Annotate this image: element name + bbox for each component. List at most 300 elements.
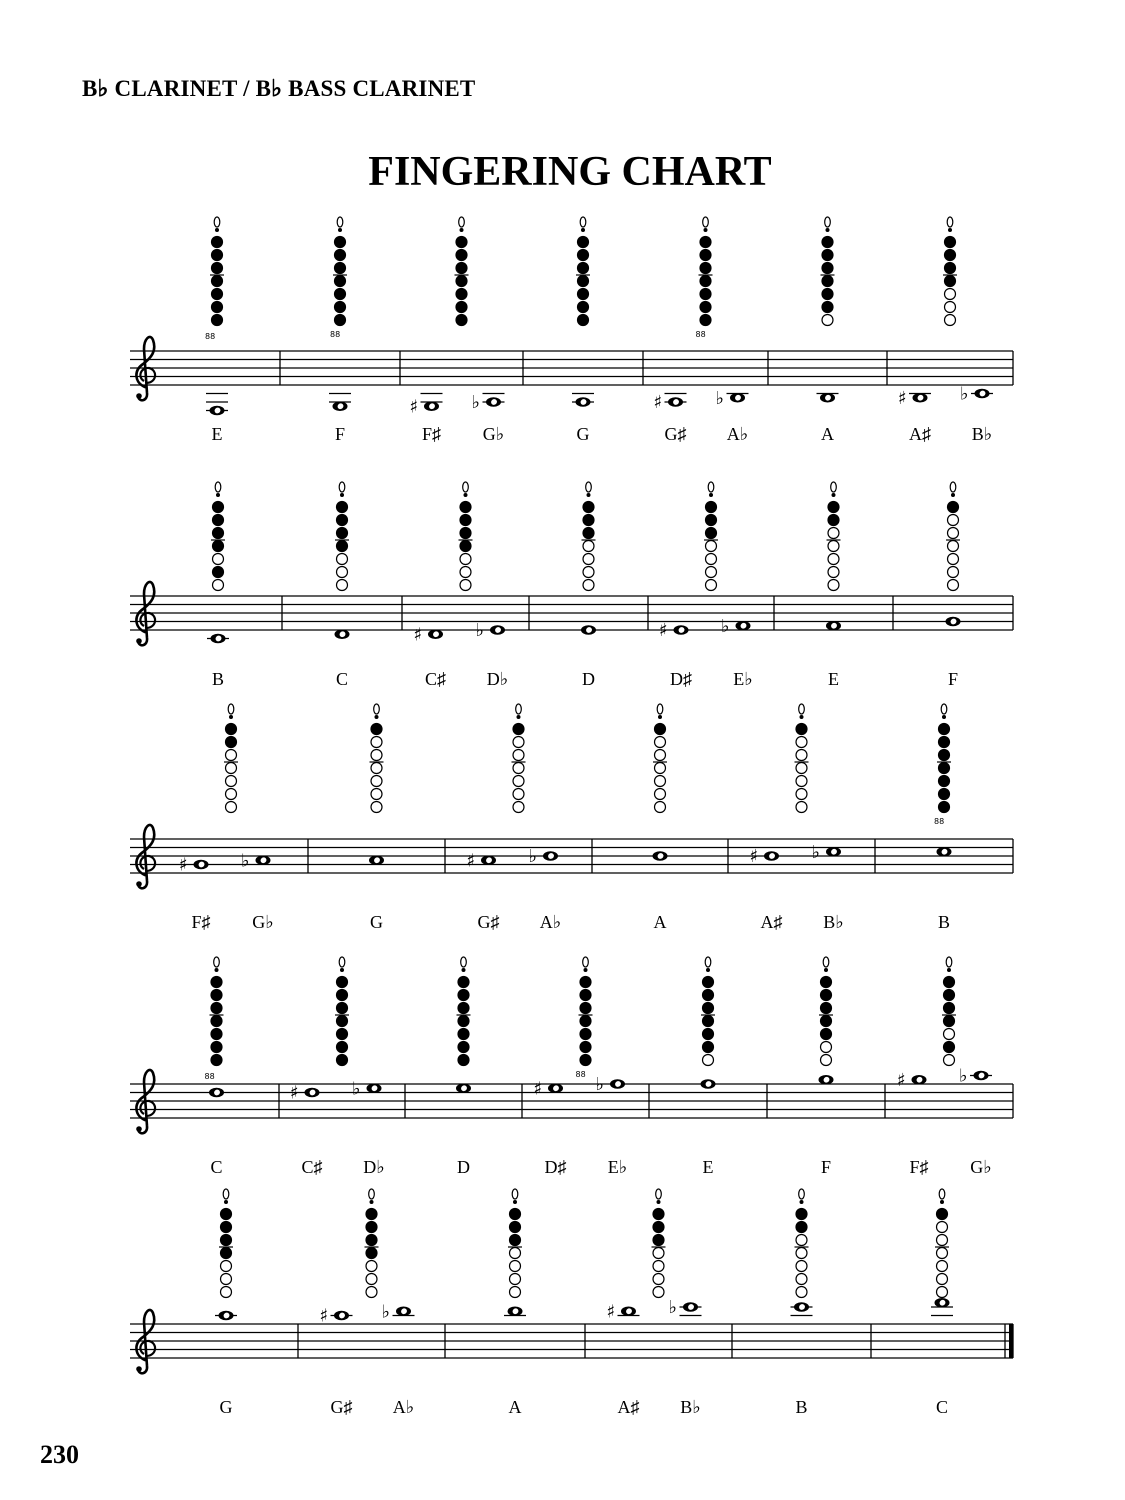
open-hole-icon xyxy=(366,1261,377,1272)
closed-hole-icon xyxy=(937,1209,948,1220)
closed-hole-icon xyxy=(653,1222,664,1233)
flat-sign: ♭ xyxy=(241,850,250,872)
thumb-hole-icon xyxy=(657,1200,661,1204)
note-label: F♯ xyxy=(909,1157,929,1177)
closed-hole-icon xyxy=(458,977,469,988)
open-hole-icon xyxy=(371,763,382,774)
note-label: F xyxy=(947,669,959,689)
closed-hole-icon xyxy=(945,237,956,248)
note-label: D♯ xyxy=(544,1157,567,1177)
closed-hole-icon xyxy=(703,1029,714,1040)
closed-hole-icon xyxy=(456,315,467,326)
open-hole-icon xyxy=(796,1287,807,1298)
note-label: D xyxy=(457,1157,470,1177)
closed-hole-icon xyxy=(456,237,467,248)
closed-hole-icon xyxy=(458,1016,469,1027)
open-hole-icon xyxy=(796,802,807,813)
staff-row xyxy=(130,957,1013,1177)
thumb-hole-icon xyxy=(824,968,828,972)
open-hole-icon xyxy=(937,1222,948,1233)
thumb-hole-icon xyxy=(826,228,830,232)
staff-row xyxy=(130,1189,1013,1417)
open-hole-icon xyxy=(796,737,807,748)
side-key-icon: 88 xyxy=(934,817,945,826)
open-hole-icon xyxy=(366,1274,377,1285)
open-hole-icon xyxy=(655,763,666,774)
closed-hole-icon xyxy=(213,528,224,539)
open-hole-icon xyxy=(510,1261,521,1272)
closed-hole-icon xyxy=(337,1016,348,1027)
note-label: C xyxy=(335,669,349,689)
sharp-sign: ♯ xyxy=(179,854,188,876)
thumb-hole-icon xyxy=(517,715,521,719)
thumb-hole-icon xyxy=(800,1200,804,1204)
closed-hole-icon xyxy=(510,1235,521,1246)
open-hole-icon xyxy=(513,789,524,800)
flat-sign: ♭ xyxy=(715,387,724,409)
open-hole-icon xyxy=(948,515,959,526)
open-hole-icon xyxy=(828,528,839,539)
closed-hole-icon xyxy=(583,502,594,513)
open-hole-icon xyxy=(706,580,717,591)
closed-hole-icon xyxy=(822,302,833,313)
treble-clef-dot-icon xyxy=(136,881,142,887)
open-hole-icon xyxy=(796,750,807,761)
flat-sign: ♭ xyxy=(528,846,537,867)
thumb-hole-icon xyxy=(940,1200,944,1204)
final-bar-line xyxy=(1009,1324,1013,1358)
thumb-hole-icon xyxy=(340,968,344,972)
closed-hole-icon xyxy=(580,1029,591,1040)
register-key-icon xyxy=(459,217,465,227)
open-hole-icon xyxy=(460,554,471,565)
thumb-hole-icon xyxy=(462,968,466,972)
closed-hole-icon xyxy=(944,1042,955,1053)
thumb-hole-icon xyxy=(224,1200,228,1204)
note-label: G♯ xyxy=(664,424,687,444)
closed-hole-icon xyxy=(578,315,589,326)
open-hole-icon xyxy=(828,580,839,591)
open-hole-icon xyxy=(653,1274,664,1285)
closed-hole-icon xyxy=(828,515,839,526)
register-key-icon xyxy=(339,482,345,492)
closed-hole-icon xyxy=(822,250,833,261)
register-key-icon xyxy=(657,704,663,714)
closed-hole-icon xyxy=(700,263,711,274)
flat-sign: ♭ xyxy=(721,615,730,637)
treble-clef-dot-icon xyxy=(136,1126,142,1132)
closed-hole-icon xyxy=(703,1003,714,1014)
open-hole-icon xyxy=(510,1248,521,1259)
note-label: B xyxy=(211,669,225,689)
note-label: E xyxy=(828,669,839,689)
register-key-icon xyxy=(825,217,831,227)
closed-hole-icon xyxy=(700,315,711,326)
register-key-icon xyxy=(950,482,956,492)
closed-hole-icon xyxy=(939,776,950,787)
closed-hole-icon xyxy=(456,250,467,261)
closed-hole-icon xyxy=(213,567,224,578)
sharp-sign: ♯ xyxy=(290,1082,299,1104)
closed-hole-icon xyxy=(213,502,224,513)
closed-hole-icon xyxy=(583,515,594,526)
note-label: F xyxy=(820,1157,832,1177)
thumb-hole-icon xyxy=(832,493,836,497)
closed-hole-icon xyxy=(513,724,524,735)
note-label: F♯ xyxy=(191,912,211,932)
closed-hole-icon xyxy=(944,977,955,988)
closed-hole-icon xyxy=(828,502,839,513)
register-key-icon xyxy=(228,704,234,714)
note-label: B xyxy=(795,1397,808,1417)
note-label: C♯ xyxy=(301,1157,323,1177)
treble-clef-dot-icon xyxy=(136,1366,142,1372)
closed-hole-icon xyxy=(213,541,224,552)
open-hole-icon xyxy=(510,1274,521,1285)
closed-hole-icon xyxy=(948,502,959,513)
closed-hole-icon xyxy=(653,1235,664,1246)
closed-hole-icon xyxy=(655,724,666,735)
closed-hole-icon xyxy=(510,1209,521,1220)
thumb-hole-icon xyxy=(215,968,219,972)
closed-hole-icon xyxy=(944,1016,955,1027)
open-hole-icon xyxy=(937,1248,948,1259)
closed-hole-icon xyxy=(822,276,833,287)
closed-hole-icon xyxy=(796,724,807,735)
closed-hole-icon xyxy=(821,990,832,1001)
open-hole-icon xyxy=(226,776,237,787)
open-hole-icon xyxy=(226,789,237,800)
closed-hole-icon xyxy=(337,1042,348,1053)
sharp-sign: ♯ xyxy=(659,620,668,641)
open-hole-icon xyxy=(371,776,382,787)
note-label: B♭ xyxy=(823,912,844,932)
open-hole-icon xyxy=(821,1042,832,1053)
closed-hole-icon xyxy=(456,276,467,287)
closed-hole-icon xyxy=(456,289,467,300)
register-key-icon xyxy=(799,1189,805,1199)
flat-sign: ♭ xyxy=(668,1297,677,1318)
open-hole-icon xyxy=(945,289,956,300)
thumb-hole-icon xyxy=(215,228,219,232)
open-hole-icon xyxy=(945,315,956,326)
closed-hole-icon xyxy=(221,1209,232,1220)
thumb-hole-icon xyxy=(464,493,468,497)
closed-hole-icon xyxy=(821,977,832,988)
closed-hole-icon xyxy=(945,250,956,261)
closed-hole-icon xyxy=(944,990,955,1001)
staff-row xyxy=(130,217,1013,444)
register-key-icon xyxy=(708,482,714,492)
closed-hole-icon xyxy=(578,263,589,274)
thumb-hole-icon xyxy=(587,493,591,497)
register-key-icon xyxy=(941,704,947,714)
closed-hole-icon xyxy=(939,737,950,748)
note-label: G xyxy=(370,912,383,932)
register-key-icon xyxy=(214,217,220,227)
note-label: A xyxy=(821,424,834,444)
note-label: A♭ xyxy=(726,424,749,444)
open-hole-icon xyxy=(944,1055,955,1066)
open-hole-icon xyxy=(226,802,237,813)
open-hole-icon xyxy=(821,1055,832,1066)
closed-hole-icon xyxy=(211,1042,222,1053)
thumb-hole-icon xyxy=(513,1200,517,1204)
closed-hole-icon xyxy=(939,724,950,735)
open-hole-icon xyxy=(796,1274,807,1285)
note-label: G xyxy=(219,1397,233,1417)
flat-sign: ♭ xyxy=(960,383,969,405)
closed-hole-icon xyxy=(578,250,589,261)
register-key-icon xyxy=(799,704,805,714)
open-hole-icon xyxy=(221,1261,232,1272)
open-hole-icon xyxy=(513,776,524,787)
closed-hole-icon xyxy=(460,515,471,526)
thumb-hole-icon xyxy=(375,715,379,719)
closed-hole-icon xyxy=(221,1235,232,1246)
closed-hole-icon xyxy=(337,515,348,526)
closed-hole-icon xyxy=(822,263,833,274)
closed-hole-icon xyxy=(460,502,471,513)
sharp-sign: ♯ xyxy=(413,624,423,646)
register-key-icon xyxy=(831,482,837,492)
closed-hole-icon xyxy=(212,276,223,287)
open-hole-icon xyxy=(583,541,594,552)
closed-hole-icon xyxy=(460,541,471,552)
open-hole-icon xyxy=(337,580,348,591)
thumb-hole-icon xyxy=(340,493,344,497)
note-label: A♯ xyxy=(909,424,931,444)
note-label: D♭ xyxy=(363,1157,385,1177)
note-label: B xyxy=(937,912,951,932)
thumb-hole-icon xyxy=(460,228,464,232)
closed-hole-icon xyxy=(703,990,714,1001)
note-label: D♭ xyxy=(486,669,509,689)
open-hole-icon xyxy=(371,802,382,813)
note-label: C♯ xyxy=(424,669,447,689)
open-hole-icon xyxy=(937,1235,948,1246)
staff-row xyxy=(130,704,1013,932)
open-hole-icon xyxy=(937,1261,948,1272)
closed-hole-icon xyxy=(578,237,589,248)
instrument-header: B♭ CLARINET / B♭ BASS CLARINET xyxy=(82,76,476,101)
closed-hole-icon xyxy=(703,977,714,988)
open-hole-icon xyxy=(655,789,666,800)
treble-clef-dot-icon xyxy=(136,638,142,644)
sharp-sign: ♯ xyxy=(319,1305,329,1327)
closed-hole-icon xyxy=(211,1029,222,1040)
closed-hole-icon xyxy=(703,1042,714,1053)
closed-hole-icon xyxy=(335,289,346,300)
sharp-sign: ♯ xyxy=(533,1078,543,1100)
note-label: B♭ xyxy=(971,424,993,444)
thumb-hole-icon xyxy=(704,228,708,232)
closed-hole-icon xyxy=(580,1016,591,1027)
note-label: G♯ xyxy=(477,912,500,932)
closed-hole-icon xyxy=(458,1003,469,1014)
closed-hole-icon xyxy=(212,250,223,261)
closed-hole-icon xyxy=(366,1209,377,1220)
open-hole-icon xyxy=(221,1287,232,1298)
note-label: G xyxy=(576,424,590,444)
note-label: A xyxy=(653,912,667,932)
closed-hole-icon xyxy=(335,237,346,248)
closed-hole-icon xyxy=(335,315,346,326)
closed-hole-icon xyxy=(939,802,950,813)
closed-hole-icon xyxy=(583,528,594,539)
open-hole-icon xyxy=(948,541,959,552)
closed-hole-icon xyxy=(221,1248,232,1259)
open-hole-icon xyxy=(828,554,839,565)
flat-sign: ♭ xyxy=(811,841,820,863)
open-hole-icon xyxy=(948,554,959,565)
closed-hole-icon xyxy=(212,289,223,300)
flat-sign: ♭ xyxy=(471,392,480,413)
register-key-icon xyxy=(337,217,343,227)
open-hole-icon xyxy=(213,554,224,565)
register-key-icon xyxy=(374,704,380,714)
register-key-icon xyxy=(461,957,467,967)
side-key-icon: 88 xyxy=(204,1072,215,1081)
register-key-icon xyxy=(369,1189,375,1199)
closed-hole-icon xyxy=(796,1222,807,1233)
closed-hole-icon xyxy=(580,990,591,1001)
open-hole-icon xyxy=(655,776,666,787)
register-key-icon xyxy=(705,957,711,967)
closed-hole-icon xyxy=(578,276,589,287)
register-key-icon xyxy=(339,957,345,967)
open-hole-icon xyxy=(937,1287,948,1298)
note-label: C xyxy=(935,1397,949,1417)
open-hole-icon xyxy=(796,1248,807,1259)
open-hole-icon xyxy=(937,1274,948,1285)
treble-clef-loop-icon xyxy=(140,856,155,871)
page-number: 230 xyxy=(40,1440,79,1469)
note-label: A♭ xyxy=(392,1397,415,1417)
note-label: A♭ xyxy=(539,912,562,932)
closed-hole-icon xyxy=(821,1016,832,1027)
register-key-icon xyxy=(656,1189,662,1199)
closed-hole-icon xyxy=(213,515,224,526)
open-hole-icon xyxy=(828,567,839,578)
flat-sign: ♭ xyxy=(475,620,484,641)
thumb-hole-icon xyxy=(942,715,946,719)
sharp-sign: ♯ xyxy=(606,1301,616,1323)
closed-hole-icon xyxy=(335,263,346,274)
closed-hole-icon xyxy=(337,990,348,1001)
open-hole-icon xyxy=(513,750,524,761)
sharp-sign: ♯ xyxy=(897,1069,906,1091)
treble-clef-loop-icon xyxy=(140,368,155,383)
treble-clef-loop-icon xyxy=(140,613,155,628)
thumb-hole-icon xyxy=(947,968,951,972)
closed-hole-icon xyxy=(706,528,717,539)
closed-hole-icon xyxy=(366,1222,377,1233)
closed-hole-icon xyxy=(337,502,348,513)
closed-hole-icon xyxy=(212,263,223,274)
closed-hole-icon xyxy=(212,302,223,313)
register-key-icon xyxy=(703,217,709,227)
sharp-sign: ♯ xyxy=(749,846,759,867)
closed-hole-icon xyxy=(211,977,222,988)
open-hole-icon xyxy=(221,1274,232,1285)
sharp-sign: ♯ xyxy=(653,392,663,413)
thumb-hole-icon xyxy=(338,228,342,232)
open-hole-icon xyxy=(337,554,348,565)
closed-hole-icon xyxy=(337,1055,348,1066)
treble-clef-loop-icon xyxy=(140,1101,155,1116)
open-hole-icon xyxy=(706,554,717,565)
treble-clef-loop-icon xyxy=(140,1341,155,1356)
register-key-icon xyxy=(215,482,221,492)
flat-sign: ♭ xyxy=(352,1078,361,1100)
thumb-hole-icon xyxy=(658,715,662,719)
closed-hole-icon xyxy=(700,289,711,300)
closed-hole-icon xyxy=(366,1248,377,1259)
closed-hole-icon xyxy=(337,1003,348,1014)
open-hole-icon xyxy=(796,1261,807,1272)
closed-hole-icon xyxy=(703,1016,714,1027)
open-hole-icon xyxy=(510,1287,521,1298)
open-hole-icon xyxy=(948,528,959,539)
closed-hole-icon xyxy=(212,315,223,326)
closed-hole-icon xyxy=(580,1042,591,1053)
note-label: E♭ xyxy=(607,1157,628,1177)
open-hole-icon xyxy=(948,567,959,578)
closed-hole-icon xyxy=(945,263,956,274)
open-hole-icon xyxy=(337,567,348,578)
open-hole-icon xyxy=(371,789,382,800)
note-label: C xyxy=(210,1157,223,1177)
note-label: G♭ xyxy=(970,1157,992,1177)
open-hole-icon xyxy=(828,541,839,552)
open-hole-icon xyxy=(226,763,237,774)
closed-hole-icon xyxy=(456,263,467,274)
closed-hole-icon xyxy=(939,750,950,761)
register-key-icon xyxy=(512,1189,518,1199)
closed-hole-icon xyxy=(335,302,346,313)
thumb-hole-icon xyxy=(706,968,710,972)
note-label: A xyxy=(508,1397,522,1417)
open-hole-icon xyxy=(948,580,959,591)
closed-hole-icon xyxy=(211,1003,222,1014)
register-key-icon xyxy=(516,704,522,714)
note-label: A♯ xyxy=(617,1397,640,1417)
open-hole-icon xyxy=(655,750,666,761)
open-hole-icon xyxy=(944,1029,955,1040)
open-hole-icon xyxy=(796,789,807,800)
closed-hole-icon xyxy=(706,502,717,513)
closed-hole-icon xyxy=(578,289,589,300)
note-label: E xyxy=(702,1157,714,1177)
note-label: G♯ xyxy=(330,1397,353,1417)
closed-hole-icon xyxy=(700,250,711,261)
closed-hole-icon xyxy=(822,289,833,300)
thumb-hole-icon xyxy=(370,1200,374,1204)
closed-hole-icon xyxy=(796,1209,807,1220)
thumb-hole-icon xyxy=(216,493,220,497)
open-hole-icon xyxy=(703,1055,714,1066)
closed-hole-icon xyxy=(226,724,237,735)
note-label: D♯ xyxy=(670,669,692,689)
note-label: D xyxy=(582,669,595,689)
open-hole-icon xyxy=(460,567,471,578)
register-key-icon xyxy=(583,957,589,967)
open-hole-icon xyxy=(513,802,524,813)
register-key-icon xyxy=(463,482,469,492)
closed-hole-icon xyxy=(211,1016,222,1027)
closed-hole-icon xyxy=(945,276,956,287)
